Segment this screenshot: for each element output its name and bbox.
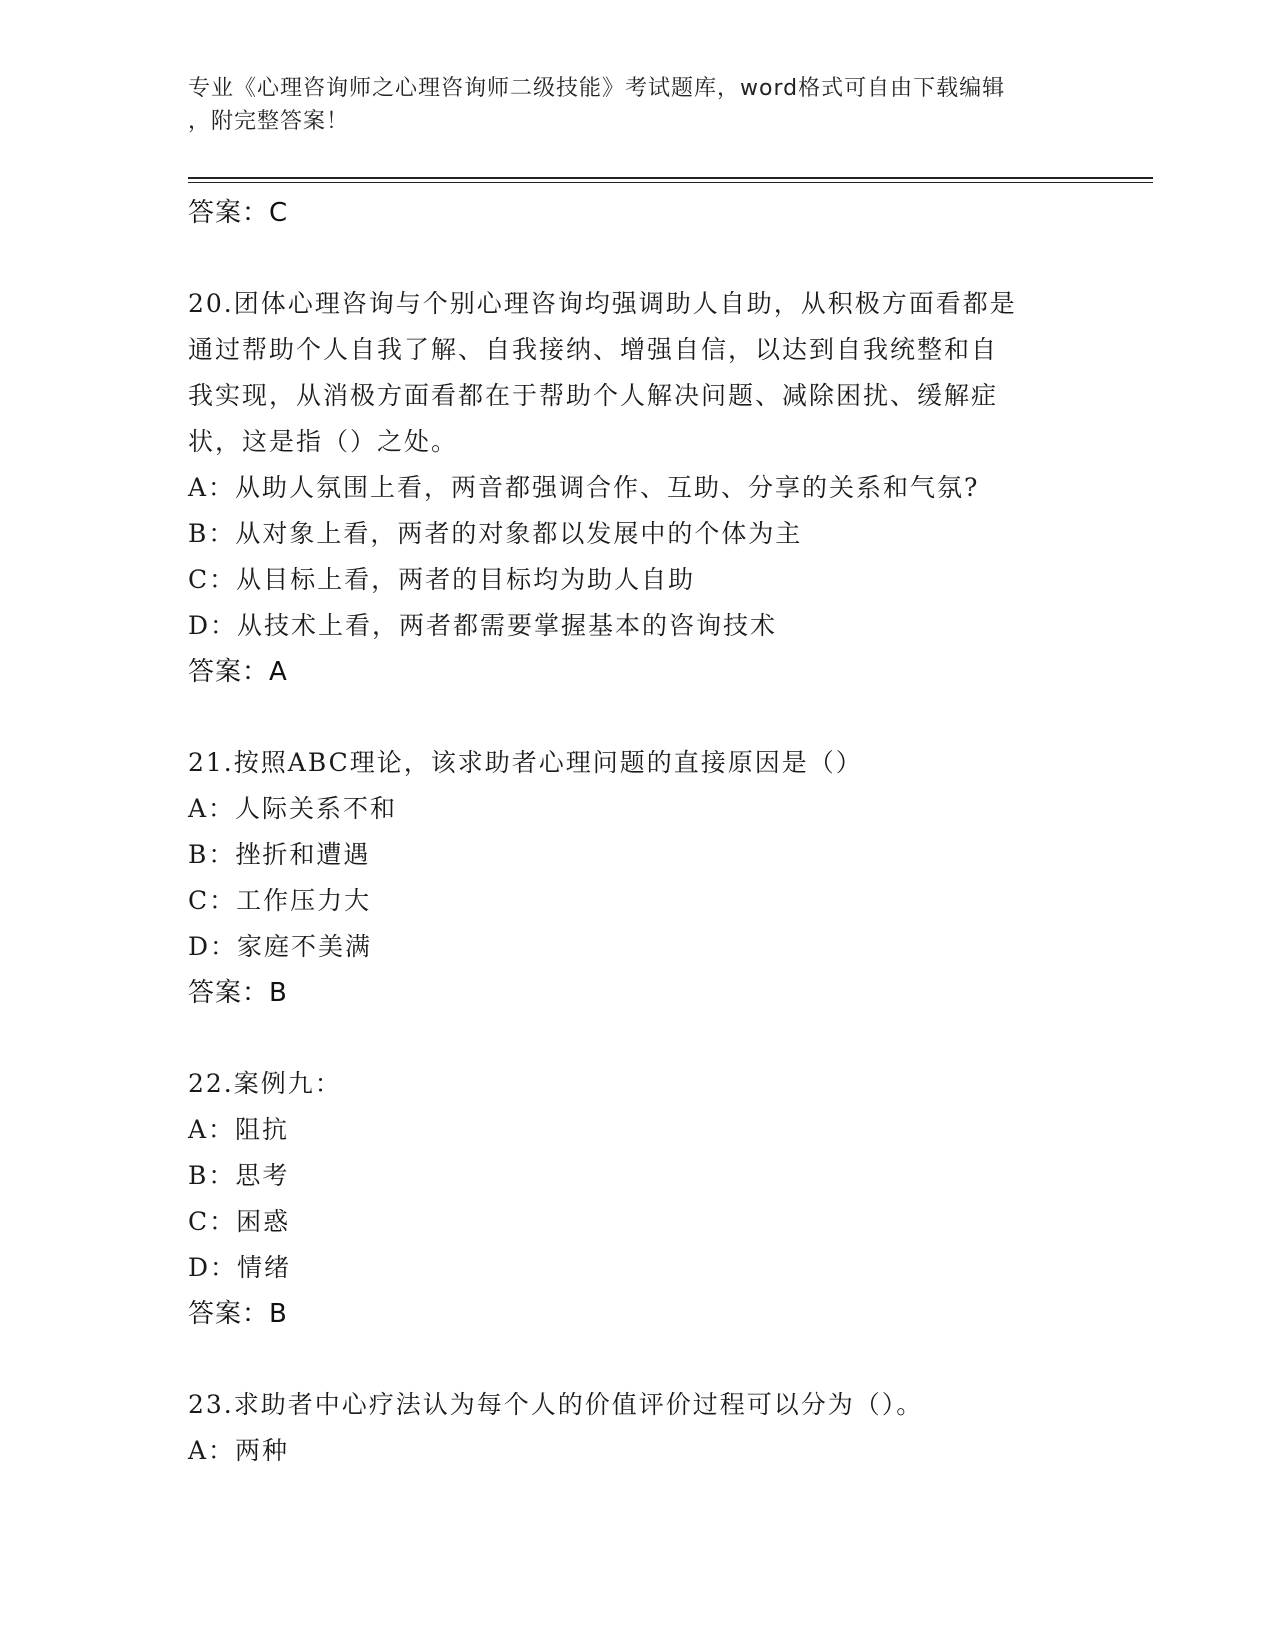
answer-line: 答案：A — [188, 657, 288, 687]
option-a: A：人际关系不和 — [188, 794, 398, 823]
option-d: D：情绪 — [188, 1253, 292, 1282]
header-line-2: ，附完整答案！ — [188, 109, 350, 134]
option-b: B：思考 — [188, 1161, 290, 1190]
question-stem: 23.求助者中心疗法认为每个人的价值评价过程可以分为（）。 — [188, 1390, 924, 1419]
spacer — [188, 236, 1088, 281]
option-c: C：工作压力大 — [188, 886, 372, 915]
question-stem: 通过帮助个人自我了解、自我接纳、增强自信，以达到自我统整和自 — [188, 335, 999, 364]
option-a: A：阻抗 — [188, 1115, 290, 1144]
header-divider-thick — [188, 177, 1153, 179]
question-block — [188, 1382, 1088, 1474]
option-c: C：困惑 — [188, 1207, 291, 1236]
option-b: B：挫折和遭遇 — [188, 840, 371, 869]
question-list — [188, 190, 1088, 1474]
answer-line: 答案：B — [188, 1299, 288, 1329]
spacer — [188, 695, 1088, 740]
option-c: C：从目标上看，两者的目标均为助人自助 — [188, 565, 696, 594]
question-stem: 状，这是指（）之处。 — [188, 427, 459, 456]
header-line-1: 专业《心理咨询师之心理咨询师二级技能》考试题库，word格式可自由下载编辑 — [188, 76, 1006, 101]
option-d: D：从技术上看，两者都需要掌握基本的咨询技术 — [188, 611, 778, 640]
question-stem: 21.按照ABC理论，该求助者心理问题的直接原因是（） — [188, 748, 863, 777]
question-block — [188, 281, 1088, 695]
spacer — [188, 1016, 1088, 1061]
option-d: D：家庭不美满 — [188, 932, 373, 961]
option-b: B：从对象上看，两者的对象都以发展中的个体为主 — [188, 519, 803, 548]
page-header — [188, 72, 1068, 138]
question-stem: 我实现，从消极方面看都在于帮助个人解决问题、减除困扰、缓解症 — [188, 381, 999, 410]
option-a: A：两种 — [188, 1436, 290, 1465]
answer-line: 答案：C — [188, 198, 289, 228]
question-stem: 20.团体心理咨询与个别心理咨询均强调助人自助，从积极方面看都是 — [188, 289, 1017, 318]
question-block — [188, 1061, 1088, 1337]
question-stem: 22.案例九： — [188, 1069, 342, 1098]
answer-line: 答案：B — [188, 978, 288, 1008]
question-block — [188, 740, 1088, 1016]
option-a: A：从助人氛围上看，两音都强调合作、互助、分享的关系和气氛? — [188, 473, 980, 502]
spacer — [188, 1337, 1088, 1382]
header-divider-thin — [188, 182, 1153, 183]
